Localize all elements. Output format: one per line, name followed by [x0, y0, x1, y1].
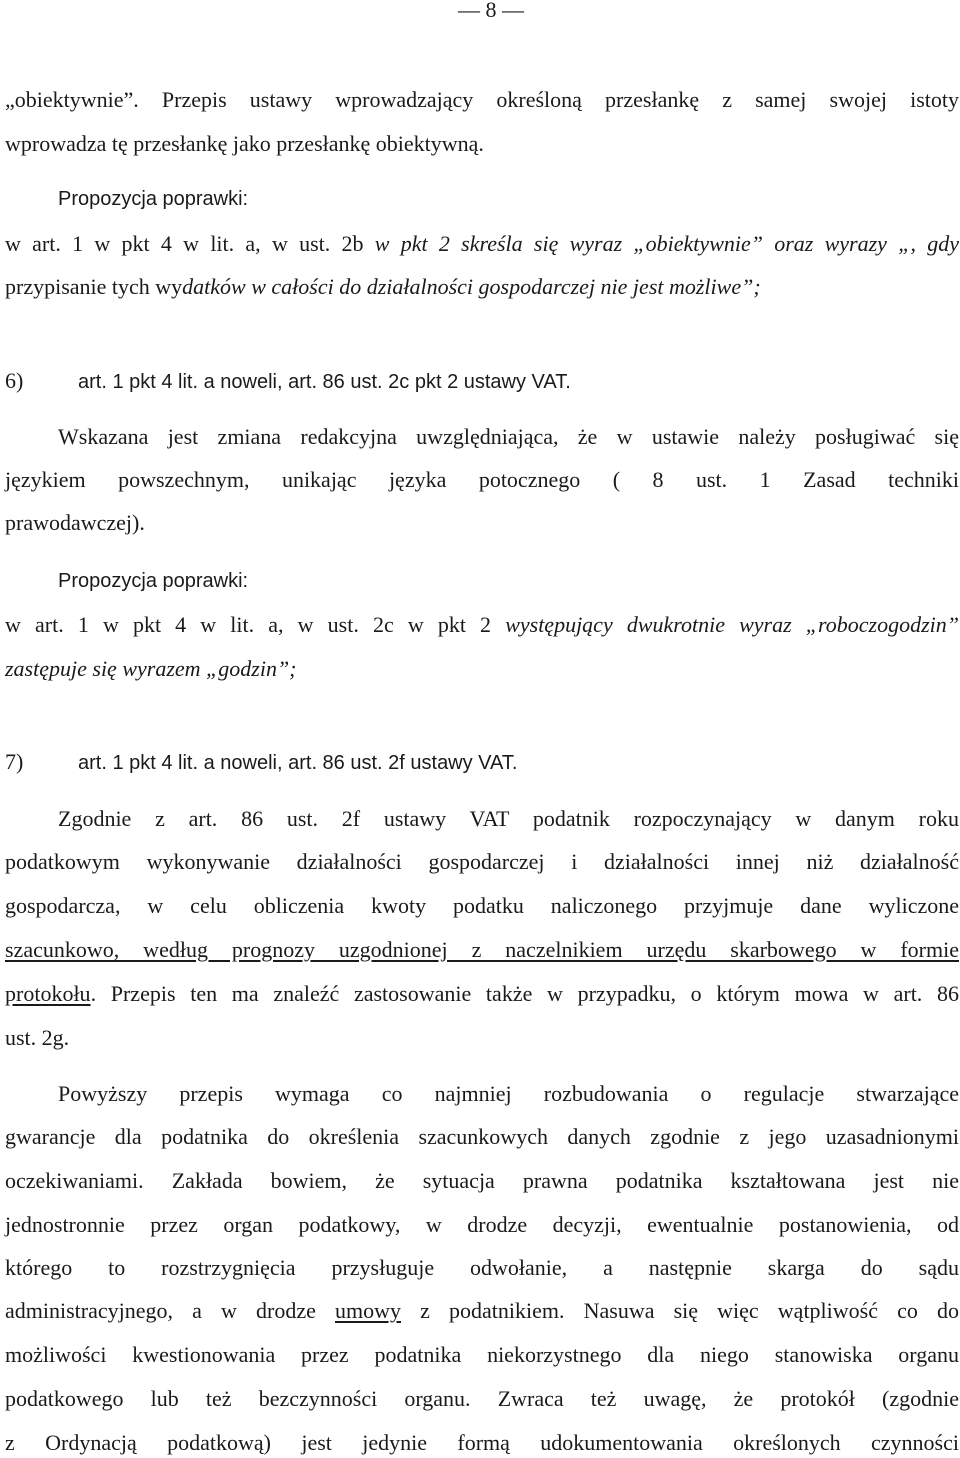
- paragraph-line: Wskazana jest zmiana redakcyjna uwzględniająca, że w ustawie należy posługiwać się: [58, 424, 959, 449]
- list-marker: 6): [5, 368, 24, 393]
- list-item-text: art. 1 pkt 4 lit. a noweli, art. 86 ust. 2f ustawy VAT.: [78, 752, 518, 774]
- paragraph-line: możliwości kwestionowania przez podatnika niekorzystnego dla niego stanowiska organu: [5, 1342, 959, 1367]
- paragraph-line: Powyższy przepis wymaga co najmniej rozbudowania o regulacje stwarzające: [58, 1081, 959, 1106]
- text-span: w art. 1 w pkt 4 w lit. a, w ust. 2c w pkt 2: [5, 612, 506, 637]
- amendment-heading: Propozycja poprawki:: [58, 570, 249, 592]
- paragraph-line: Zgodnie z art. 86 ust. 2f ustawy VAT podatnik rozpoczynający w danym roku: [58, 806, 959, 831]
- amendment-heading: Propozycja poprawki:: [58, 188, 249, 210]
- text-span: w art. 1 w pkt 4 w lit. a, w ust. 2b: [5, 231, 375, 256]
- list-item-7: [5, 749, 959, 776]
- italic-text: zastępuje się wyrazem „godzin”;: [5, 656, 297, 681]
- paragraph-line: gospodarcza, w celu obliczenia kwoty podatku naliczonego przyjmuje dane wyliczone: [5, 893, 959, 918]
- paragraph-line: z Ordynacją podatkową) jest jedynie formą udokumentowania określonych czynności: [5, 1430, 959, 1455]
- paragraph-line: [5, 1298, 959, 1324]
- paragraph-line: oczekiwaniami. Zakłada bowiem, że sytuacja prawna podatnika kształtowana jest nie: [5, 1168, 959, 1193]
- paragraph-line: [5, 274, 959, 300]
- text-span: . Przepis ten ma znaleźć zastosowanie także w przypadku, o którym mowa w art. 86: [90, 981, 959, 1006]
- paragraph-line: wprowadza tę przesłankę jako przesłankę obiektywną.: [5, 131, 484, 156]
- paragraph-line: jednostronnie przez organ podatkowy, w drodze decyzji, ewentualnie postanowienia, od: [5, 1212, 959, 1237]
- list-item-6: [5, 368, 959, 395]
- italic-text: w pkt 2 skreśla się wyraz „obiektywnie” oraz wyrazy „, gdy: [374, 231, 959, 256]
- paragraph-line: „obiektywnie”. Przepis ustawy wprowadzający określoną przesłankę z samej swojej istoty: [5, 87, 959, 112]
- underlined-line: szacunkowo, według prognozy uzgodnionej z naczelnikiem urzędu skarbowego w formie: [5, 937, 959, 962]
- text-span: administracyjnego, a w drodze: [5, 1298, 335, 1323]
- paragraph-line: [5, 981, 959, 1007]
- paragraph-line: ust. 2g.: [5, 1025, 70, 1050]
- paragraph-line: językiem powszechnym, unikając języka potocznego ( 8 ust. 1 Zasad techniki: [5, 467, 959, 492]
- paragraph-line: podatkowego lub też bezczynności organu. Zwraca też uwagę, że protokół (zgodnie: [5, 1386, 959, 1411]
- list-marker: 7): [5, 749, 24, 774]
- paragraph-line: [5, 231, 959, 257]
- text-span: z podatnikiem. Nasuwa się więc wątpliwość co do: [401, 1298, 960, 1323]
- page-number: — 8 —: [458, 0, 524, 22]
- paragraph-line: [5, 656, 959, 682]
- italic-text: datków w całości do działalności gospodarczej nie jest możliwe”;: [182, 274, 761, 299]
- list-item-text: art. 1 pkt 4 lit. a noweli, art. 86 ust. 2c pkt 2 ustawy VAT.: [78, 371, 571, 393]
- paragraph-line: [5, 612, 959, 638]
- paragraph-line: gwarancje dla podatnika do określenia szacunkowych danych zgodnie z jego uzasadnionymi: [5, 1124, 959, 1149]
- paragraph-line: prawodawczej).: [5, 510, 145, 535]
- paragraph-line: którego to rozstrzygnięcia przysługuje odwołanie, a następnie skarga do sądu: [5, 1255, 959, 1280]
- underlined-text: protokołu: [5, 981, 91, 1006]
- paragraph-line: podatkowym wykonywanie działalności gospodarczej i działalności innej niż działalność: [5, 849, 959, 874]
- underlined-text: umowy: [335, 1298, 401, 1323]
- text-span: przypisanie tych wy: [5, 274, 183, 299]
- italic-text: występujący dwukrotnie wyraz „roboczogodzin”: [505, 612, 960, 637]
